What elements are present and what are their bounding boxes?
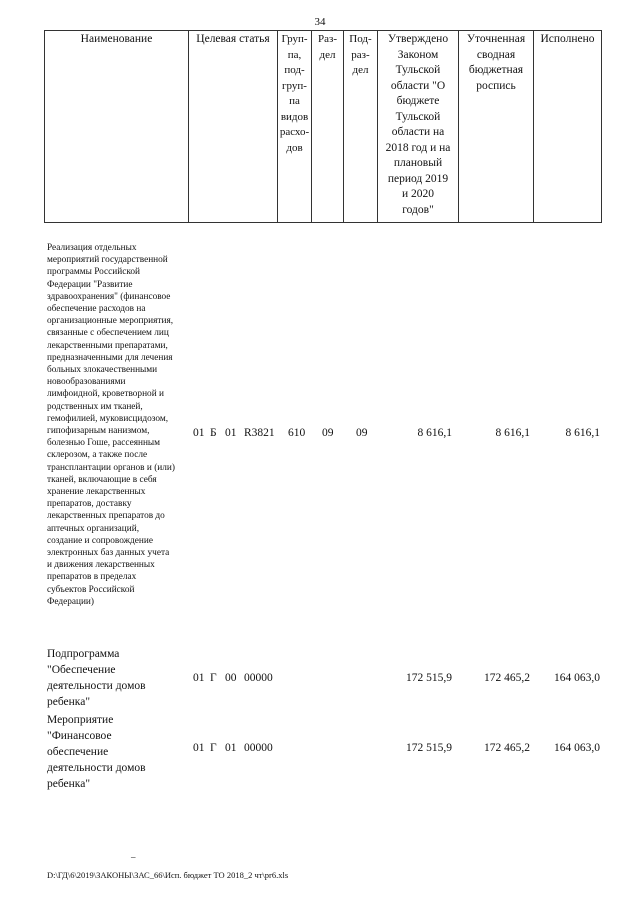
page-number: 34 xyxy=(314,16,326,28)
approved-value: 8 616,1 xyxy=(417,427,452,439)
cs-direction: 00000 xyxy=(244,672,273,684)
row-name: Мероприятие "Финансовое обеспечение деятельности домов ребенка" xyxy=(47,714,146,790)
section: 09 xyxy=(322,427,334,439)
subsection: 09 xyxy=(356,427,368,439)
footer-dash: – xyxy=(131,852,136,862)
cs-program: 01 xyxy=(193,427,205,439)
header-section: Раз- дел xyxy=(312,31,344,223)
cs-event: 00 xyxy=(225,672,237,684)
row-name: Реализация отдельных мероприятий государственной программы Российской Федерации "Развитие здравоохранения" (финансовое обеспечение расходов на организационные мероприятия, связанные с обеспечением лиц лекарственными препаратами, предназначенными для лечения больных злокачественными новообразованиями лимфоидной, кроветворной и родственных им тканей, гемофилией, муковисцидозом, гипофизарным нанизмом, болезнью Гоше, рассеянным склерозом, а также после трансплантации органов и (или) тканей, включающие в себя хранение лекарственных препаратов, доставку лекарственных препаратов до аптечных организаций, создание и сопровождение электронных баз данных учета и движения лекарственных препаратов в пределах субъектов Российской Федерации) xyxy=(47,243,175,607)
refined-value: 172 465,2 xyxy=(484,742,530,754)
header-approved-by-law: Утверждено Законом Тульской области "О бюджете Тульской области на 2018 год и на плановый период 2019 и 2020 годов" xyxy=(378,31,459,223)
header-executed: Исполнено xyxy=(534,31,602,223)
row-name: Подпрограмма "Обеспечение деятельности домов ребенка" xyxy=(47,648,146,708)
expense-group: 610 xyxy=(288,427,306,439)
executed-value: 164 063,0 xyxy=(554,672,600,684)
header-target-article: Целевая статья xyxy=(189,31,278,223)
cs-program: 01 xyxy=(193,672,205,684)
cs-direction: R3821 xyxy=(244,427,275,439)
executed-value: 8 616,1 xyxy=(565,427,600,439)
cs-subprogram: Г xyxy=(210,672,217,684)
cs-direction: 00000 xyxy=(244,742,273,754)
cs-subprogram: Г xyxy=(210,742,217,754)
refined-value: 8 616,1 xyxy=(495,427,530,439)
cs-event: 01 xyxy=(225,427,237,439)
table-header xyxy=(44,30,602,223)
header-refined-budget: Уточненная сводная бюджетная роспись xyxy=(459,31,534,223)
cs-event: 01 xyxy=(225,742,237,754)
approved-value: 172 515,9 xyxy=(406,742,452,754)
footer-file-path: D:\ГД\6\2019\ЗАКОНЫ\ЗАС_66\Исп. бюджет ТО 2018_2 чт\pr6.xls xyxy=(47,870,289,880)
header-name: Наименование xyxy=(45,31,189,223)
header-subsection: Под- раз- дел xyxy=(344,31,378,223)
approved-value: 172 515,9 xyxy=(406,672,452,684)
cs-subprogram: Б xyxy=(210,427,217,439)
cs-program: 01 xyxy=(193,742,205,754)
executed-value: 164 063,0 xyxy=(554,742,600,754)
refined-value: 172 465,2 xyxy=(484,672,530,684)
header-expense-group: Груп- па, под- груп- па видов расхо- дов xyxy=(278,31,312,223)
